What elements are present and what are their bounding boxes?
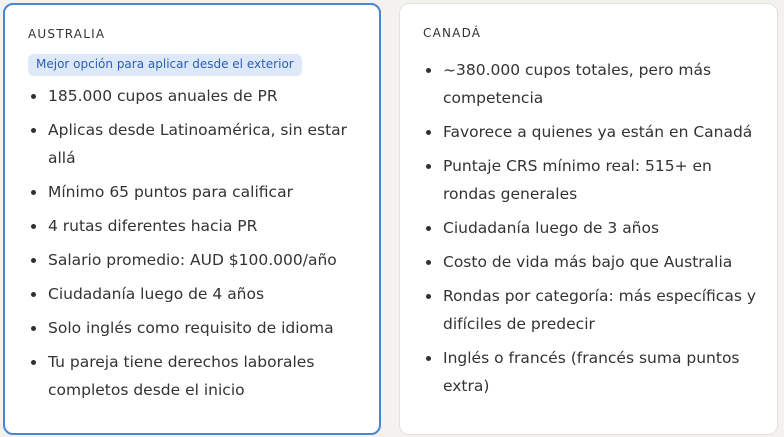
list-item: Ciudadanía luego de 4 años (28, 280, 365, 308)
list-item: Rondas por categoría: más específicas y difíciles de predecir (423, 282, 763, 338)
list-item: Aplicas desde Latinoamérica, sin estar allá (28, 116, 365, 172)
australia-card (3, 3, 381, 435)
australia-list (28, 82, 365, 404)
canada-title: CANADÁ (423, 26, 482, 40)
list-item: Tu pareja tiene derechos laborales completos desde el inicio (28, 348, 365, 404)
australia-title: AUSTRALIA (28, 27, 106, 41)
list-item: 4 rutas diferentes hacia PR (28, 212, 365, 240)
list-item: Puntaje CRS mínimo real: 515+ en rondas generales (423, 152, 763, 208)
list-item: Solo inglés como requisito de idioma (28, 314, 365, 342)
list-item: 185.000 cupos anuales de PR (28, 82, 365, 110)
recommended-badge: Mejor opción para aplicar desde el exterior (28, 54, 302, 76)
list-item: Favorece a quienes ya están en Canadá (423, 118, 763, 146)
canada-card (399, 3, 778, 435)
list-item: Mínimo 65 puntos para calificar (28, 178, 365, 206)
list-item: Ciudadanía luego de 3 años (423, 214, 763, 242)
list-item: Salario promedio: AUD $100.000/año (28, 246, 365, 274)
list-item: Inglés o francés (francés suma puntos extra) (423, 344, 763, 400)
canada-list (423, 56, 763, 400)
list-item: ~380.000 cupos totales, pero más competencia (423, 56, 763, 112)
list-item: Costo de vida más bajo que Australia (423, 248, 763, 276)
